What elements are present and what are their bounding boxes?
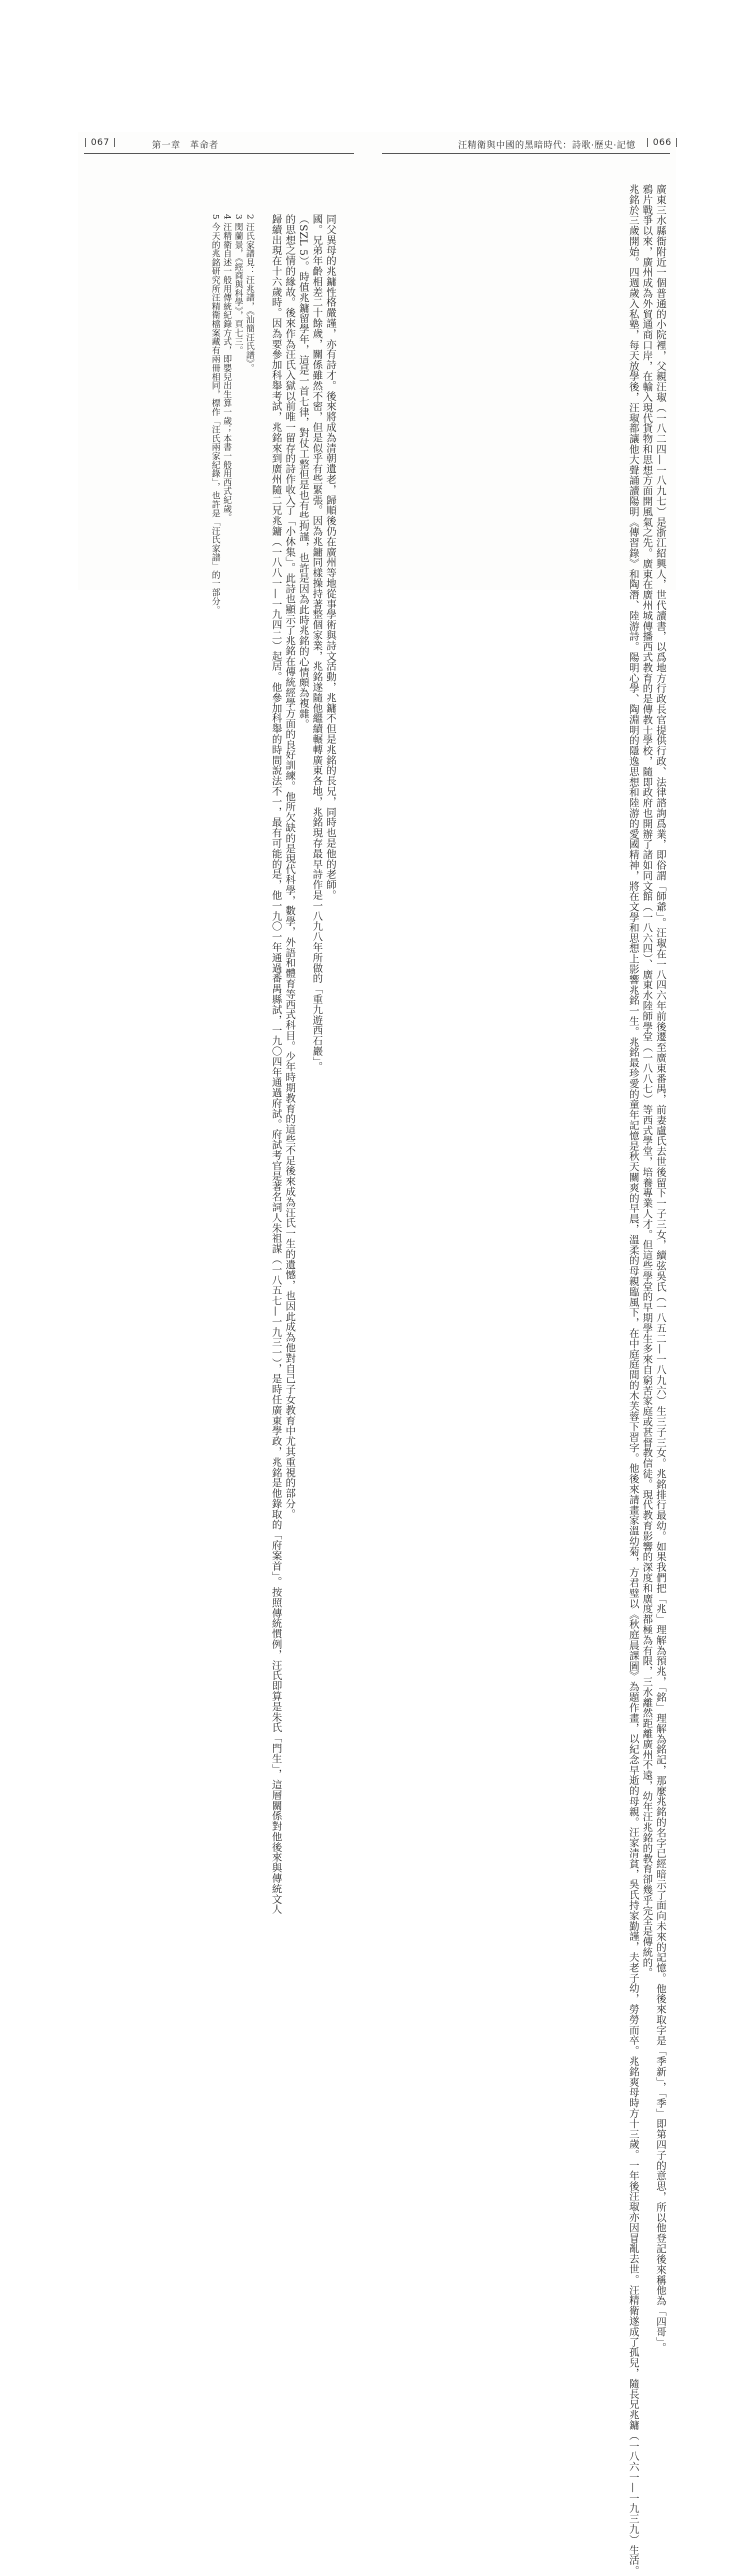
body-paragraph: （SZL 5）。時值兆鏞留學年，這是一首七律，對仗工整但是也有些拘謹，也許是因為此時兆銘的心情頗為複雜。 (296, 214, 308, 730)
body-paragraph: 廣東三水縣衙附近一個普通的小院裡，父親汪琡（一八二四—一八九七）是浙江紹興人，世代讀書，以爲地方行政長官提供行政、法律諮詢爲業，即俗謂「師爺」。汪琡在一八四六年前後遷至廣東番禺，前妻盧氏去世後留下一子三女，續弦吳氏（一八五二—一八九六）生三子三女。兆銘排行最幼。如果我們把「兆」理解為預兆，「銘」理解為銘記，那麼兆銘的名字已經暗示了面向未來的記憶。他後來取字是「季新」，「季」即第四子的意思，所以他登記後來稱他為「四哥」。 (654, 184, 665, 2353)
footnote: 5 今天的兆銘研究所汪精衛檔案藏有兩冊相同，標作「汪氏兩家紀錄」，也許是「汪氏家譜」的一部分。 (210, 214, 221, 615)
left-page-number: | 067 | (84, 138, 117, 148)
body-paragraph: 歸續出現在十六歲時。因為要參加科舉考試，兆銘來到廣州隨二兄兆鏞（一八八一—一九四二）起居。他參加科舉的時間說法不一，最有可能的是，他一九〇一年通過番禺縣試，一九〇四年通過府試。府試考官是著名詞人朱祖謀（一八五七—一九三一），是時任廣東學政，兆銘是他錄取的「府案首」。按照傳統慣例，汪氏即算是朱氏「門生」，這層關係對他後來與傳統文人 (269, 214, 281, 1915)
body-paragraph: 同父異母的兆鏞性格嚴謹，亦有詩才。後來將成為清朝遺老，歸順後仍在廣州等地從事學術與詩文活動，兆鏞不但是兆銘的長兄，同時也是他的老師。 (324, 214, 335, 901)
right-running-head: 汪精衛與中國的黑暗時代：詩歌‧歷史‧記憶 (458, 141, 636, 151)
left-header-rule (84, 153, 354, 154)
footnote: 4 汪精衛自述一般用傳統紀錄方式，即嬰兒出生算一歲；本書一般用西式紀歲。 (221, 214, 232, 522)
body-paragraph: 兆銘於三歲開始。四週歲入私塾，每天放學後，汪琡都讓他大聲誦讀陽明《傳習錄》和陶潛、陸游詩。陽明心學、陶淵明的隱逸思想和陸游的愛國精神，將在文學和思想上影響兆銘一生。兆銘最珍愛的童年記憶是秋天關爽的早晨，溫柔的母親臨風下，在中庭庭間的木芙蓉下習字。他後來請畫家溫幼菊，方君璧以《秋庭晨課圖》為題作畫，以紀念早逝的母親。汪家清貧，吳氏持家勤謹，夫老子幼，勞勞而卒。兆銘爽母時方十三歲。一年後汪琡亦因冒亂去世。汪精衛遂成了孤兒，隨長兄兆鏞（一八六一—一九三九）生活。 (626, 184, 638, 2576)
body-paragraph: 鴉片戰爭以來，廣州成為外貿通商口岸，在輸入現代貨物和思想方面開風氣之先。廣東在廣州城傳播西式教育的是傳教士學校，隨即政府也開辦了諸如同文館（一八六四）、廣東水陸師學堂（一八八七）等西式學堂，培養專業人才。但這些學堂的早期學生多來自窮苦家庭或甚督教信徒。現代教育影響的深度和廣度都極為有限，三水離然距離廣州不遠，幼年汪兆銘的教育卻幾乎完全是傳統的。 (640, 184, 652, 1979)
footnote: 3 閔蘭景，《經商與科學》，頁七三。 (233, 214, 244, 355)
right-page-number: | 066 | (646, 138, 679, 148)
left-running-head: 第一章 革命者 (152, 141, 219, 151)
right-page-body (388, 184, 666, 2576)
right-header-rule (382, 153, 670, 154)
body-paragraph: 的思想之情的緣故。後來作為汪氏入獄以前唯一留存的詩作收入了「小休集」。此詩也顯示了兆銘在傳統經學方面的良好訓練。他所欠缺的是現代科學，數學，外語和體育等西式科目。少年時期教育的這些不足後來成為汪氏一生的遺憾，也因此成為他對自己子女教育中尤其重視的部分。 (283, 214, 295, 1520)
left-page-body (88, 214, 336, 1915)
footnote: 2 汪氏家譜見：汪兆譜，《汕簡汪氏譜》。 (244, 214, 255, 373)
body-paragraph: 國。兄弟年齡相差二十餘歲，關係雖然不密，但是似乎有些緊張。因為兆鏞同樣操持著整個家業，兆銘遂隨他繼續輾轉廣東各地，兆銘現存最早詩作是一八九八年所做的「重九遊西石巖」。 (310, 214, 322, 1073)
